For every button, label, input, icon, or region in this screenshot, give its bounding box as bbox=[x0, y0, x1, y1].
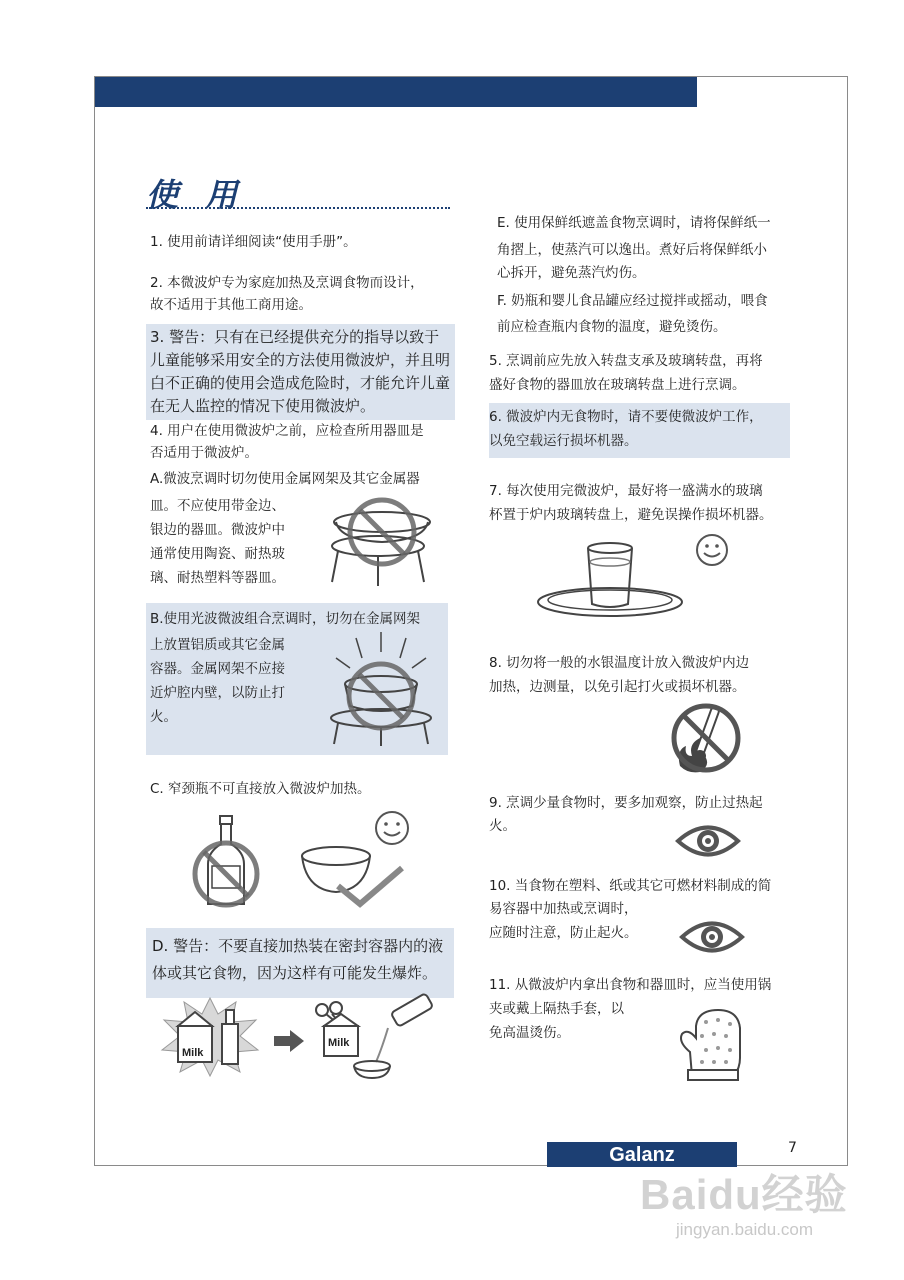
item-E-line2: 角摺上，使蒸汽可以逸出。煮好后将保鲜纸小 bbox=[497, 242, 767, 258]
item-A-line5: 璃、耐热塑料等器皿。 bbox=[150, 570, 285, 586]
title-dotted-rule bbox=[146, 207, 450, 209]
item-E-line1: E. 使用保鲜纸遮盖食物烹调时，请将保鲜纸一 bbox=[497, 215, 771, 231]
item-3-line1: 3. 警告：只有在已经提供充分的指导以致于 bbox=[150, 328, 440, 346]
item-2-line2: 故不适用于其他工商用途。 bbox=[150, 297, 312, 313]
item-1: 1. 使用前请详细阅读“使用手册”。 bbox=[150, 234, 357, 250]
item-B-line5: 火。 bbox=[150, 709, 177, 725]
item-10-line1: 10. 当食物在塑料、纸或其它可燃材料制成的简 bbox=[489, 878, 772, 894]
item-7-line1: 7. 每次使用完微波炉，最好将一盛满水的玻璃 bbox=[489, 483, 763, 499]
item-A-line4: 通常使用陶瓷、耐热玻 bbox=[150, 546, 285, 562]
item-D-line1: D. 警告：不要直接加热装在密封容器内的液 bbox=[152, 937, 444, 955]
item-11-line1: 11. 从微波炉内拿出食物和器皿时，应当使用锅 bbox=[489, 977, 772, 993]
brand-footer: Galanz bbox=[547, 1142, 737, 1167]
item-6-line2: 以免空载运行损坏机器。 bbox=[489, 433, 638, 449]
metal-rack-prohibited-icon bbox=[320, 496, 450, 588]
item-8-line2: 加热，边测量，以免引起打火或损坏机器。 bbox=[489, 679, 746, 695]
page-number: 7 bbox=[788, 1140, 797, 1156]
item-11-line2: 夹或戴上隔热手套，以 bbox=[489, 1001, 624, 1017]
open-container-pour-icon bbox=[312, 988, 442, 1080]
item-B-line4: 近炉腔内壁，以防止打 bbox=[150, 685, 285, 701]
item-9-line2: 火。 bbox=[489, 818, 516, 834]
milk-carton-label: Milk bbox=[182, 1047, 204, 1059]
item-4-line2: 否适用于微波炉。 bbox=[150, 445, 258, 461]
item-10-line2: 易容器中加热或烹调时， bbox=[489, 901, 638, 917]
sealed-container-explosion-icon bbox=[160, 996, 260, 1076]
eye-watch-icon bbox=[676, 822, 740, 860]
watermark-url: jingyan.baidu.com bbox=[676, 1220, 814, 1239]
header-bar bbox=[95, 77, 697, 107]
item-D-line2: 体或其它食物，因为这样有可能发生爆炸。 bbox=[152, 964, 438, 982]
item-9-line1: 9. 烹调少量食物时，要多加观察，防止过热起 bbox=[489, 795, 763, 811]
item-A-line2: 皿。不应使用带金边、 bbox=[150, 498, 285, 514]
item-B-line3: 容器。金属网架不应接 bbox=[150, 661, 285, 677]
oven-mitt-icon bbox=[676, 1006, 758, 1082]
item-F-line2: 前应检查瓶内食物的温度，避免烫伤。 bbox=[497, 319, 727, 335]
narrow-neck-bottle-prohibited-icon bbox=[190, 814, 262, 910]
item-3-line4: 在无人监控的情况下使用微波炉。 bbox=[150, 397, 376, 415]
arrow-right-icon bbox=[274, 1030, 304, 1052]
item-10-line3: 应随时注意，防止起火。 bbox=[489, 925, 638, 941]
item-7-line2: 杯置于炉内玻璃转盘上，避免误操作损坏机器。 bbox=[489, 507, 773, 523]
metal-container-sparks-prohibited-icon bbox=[326, 630, 436, 748]
glass-bowl-approved-icon bbox=[298, 808, 412, 916]
page-title: 使 用 bbox=[146, 176, 246, 214]
item-B-line2: 上放置铝质或其它金属 bbox=[150, 637, 285, 653]
item-3-line2: 儿童能够采用安全的方法使用微波炉，并且明 bbox=[150, 351, 451, 369]
item-E-line3: 心拆开，避免蒸汽灼伤。 bbox=[497, 265, 646, 281]
watermark-logo: Baidu经验 bbox=[640, 1171, 848, 1218]
item-5-line1: 5. 烹调前应先放入转盘支承及玻璃转盘，再将 bbox=[489, 353, 763, 369]
water-glass-turntable-icon bbox=[536, 530, 732, 622]
item-F-line1: F. 奶瓶和婴儿食品罐应经过搅拌或摇动，喂食 bbox=[497, 293, 768, 309]
item-B-line1: B.使用光波微波组合烹调时，切勿在金属网架 bbox=[150, 611, 421, 627]
item-5-line2: 盛好食物的器皿放在玻璃转盘上进行烹调。 bbox=[489, 377, 746, 393]
item-4-line1: 4. 用户在使用微波炉之前，应检查所用器皿是 bbox=[150, 423, 424, 439]
item-A-line3: 银边的器皿。微波炉中 bbox=[150, 522, 285, 538]
item-11-line3: 免高温烫伤。 bbox=[489, 1025, 570, 1041]
item-C: C. 窄颈瓶不可直接放入微波炉加热。 bbox=[150, 781, 371, 797]
item-3-line3: 白不正确的使用会造成危险时，才能允许儿童 bbox=[150, 374, 451, 392]
item-6-line1: 6. 微波炉内无食物时，请不要使微波炉工作， bbox=[489, 409, 763, 425]
item-8-line1: 8. 切勿将一般的水银温度计放入微波炉内边 bbox=[489, 655, 750, 671]
thermometer-fire-prohibited-icon bbox=[670, 700, 742, 776]
milk-carton-label-2: Milk bbox=[328, 1037, 350, 1049]
eye-watch-icon-2 bbox=[680, 918, 744, 956]
item-A-line1: A.微波烹调时切勿使用金属网架及其它金属器 bbox=[150, 471, 420, 487]
item-2-line1: 2. 本微波炉专为家庭加热及烹调食物而设计， bbox=[150, 275, 424, 291]
